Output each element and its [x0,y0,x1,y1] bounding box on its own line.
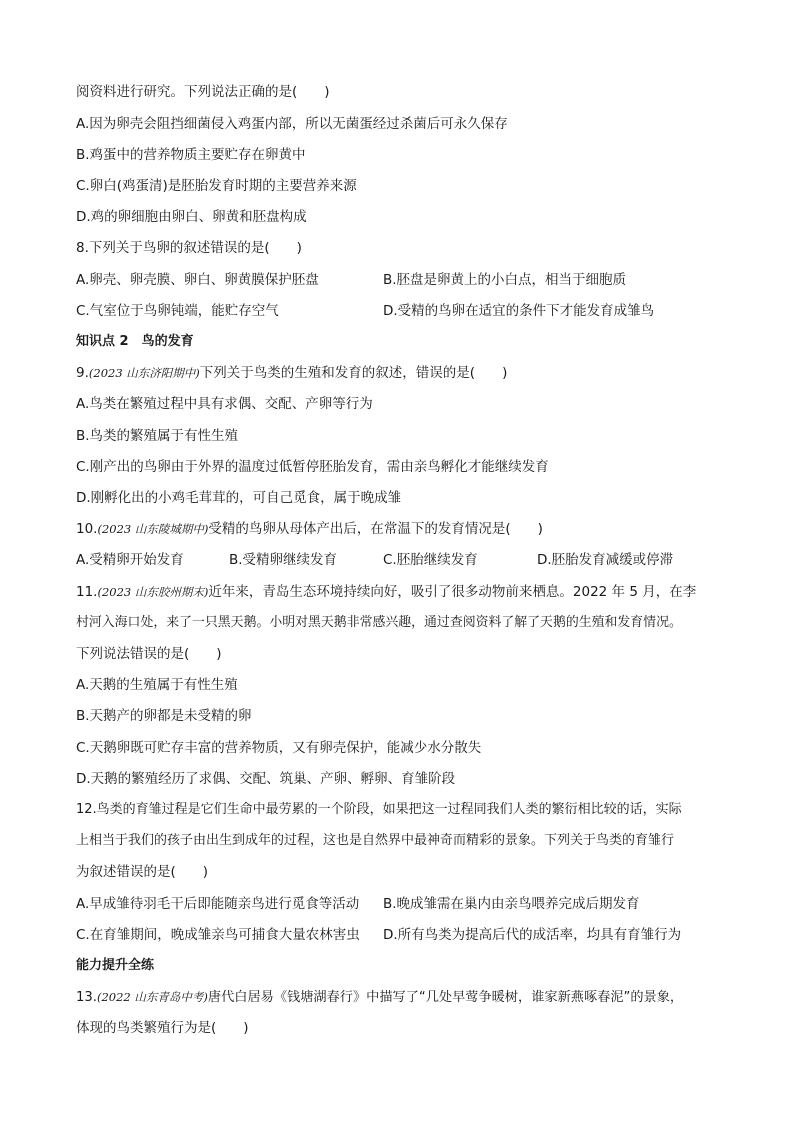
q10-stem: 受精的鸟卵从母体产出后，在常温下的发育情况是( ) [208,521,543,537]
q11-stem-line-3: 下列说法错误的是( ) [76,646,222,662]
q12-stem-line-1: 12.鸟类的育雏过程是它们生命中最劳累的一个阶段，如果把这一过程同我们人类的繁衍相比较的话，实际 [76,802,682,817]
q11-stem-line-2: 村河入海口处，来了一只黑天鹅。小明对黑天鹅非常感兴趣，通过查阅资料了解了天鹅的生殖和发育情况。 [76,615,682,630]
q13-stem-line-1 [76,987,683,1008]
q10-option-d: D.胚胎发育减缓或停滞 [537,552,674,568]
q10-option-b: B.受精卵继续发育 [229,552,338,568]
q9-option-d: D.刚孵化出的小鸡毛茸茸的，可自己觅食，属于晚成雏 [76,490,402,506]
q9-option-a: A.鸟类在繁殖过程中具有求偶、交配、产卵等行为 [76,396,373,412]
q10-number: 10. [76,521,98,537]
q9-source: (2023 山东济阳期中) [88,366,200,380]
q7-option-a: A.因为卵壳会阻挡细菌侵入鸡蛋内部，所以无菌蛋经过杀菌后可永久保存 [76,116,508,132]
q7-option-c: C.卵白(鸡蛋清)是胚胎发育时期的主要营养来源 [76,178,357,194]
q10-option-c: C.胚胎继续发育 [383,552,478,568]
q7-option-b: B.鸡蛋中的营养物质主要贮存在卵黄中 [76,147,306,163]
q11-number: 11. [76,584,98,600]
q12-option-a: A.早成雏待羽毛干后即能随亲鸟进行觅食等活动 [76,896,360,912]
q11-stem-1: 近年来，青岛生态环境持续向好，吸引了很多动物前来栖息。2022 年 5 月，在李 [208,584,697,600]
q13-source: (2022 山东青岛中考) [96,990,208,1004]
q12-option-b: B.晚成雏需在巢内由亲鸟喂养完成后期发育 [383,896,640,912]
q9-number: 9. [76,365,89,381]
q11-stem-line-1 [76,582,696,602]
q8-stem: 8.下列关于鸟卵的叙述错误的是( ) [76,240,302,256]
q13-stem-line-2: 体现的鸟类繁殖行为是( ) [76,1020,249,1036]
q12-stem-line-2: 上相当于我们的孩子由出生到成年的过程，这也是自然界中最神奇而精彩的景象。下列关于鸟类的育雏行 [76,833,675,848]
q8-option-b: B.胚盘是卵黄上的小白点，相当于细胞质 [383,272,627,288]
q10-stem-line [76,519,543,539]
q11-option-c: C.天鹅卵既可贮存丰富的营养物质，又有卵壳保护，能减少水分散失 [76,740,482,756]
q9-option-b: B.鸟类的繁殖属于有性生殖 [76,428,239,444]
q11-source: (2023 山东胶州期末) [97,585,209,599]
q10-option-a: A.受精卵开始发育 [76,552,184,568]
q12-option-d: D.所有鸟类为提高后代的成活率，均具有育雏行为 [383,927,682,943]
q9-stem: 下列关于鸟类的生殖和发育的叙述，错误的是( ) [199,365,508,381]
q11-option-b: B.天鹅产的卵都是未受精的卵 [76,708,252,724]
q10-source: (2023 山东陵城期中) [97,522,209,536]
q11-option-d: D.天鹅的繁殖经历了求偶、交配、筑巢、产卵、孵卵、育雏阶段 [76,771,456,787]
q12-option-c: C.在育雏期间，晚成雏亲鸟可捕食大量农林害虫 [76,927,360,943]
q7-option-d: D.鸡的卵细胞由卵白、卵黄和胚盘构成 [76,209,307,225]
q8-option-d: D.受精的鸟卵在适宜的条件下才能发育成雏鸟 [383,303,655,319]
section-heading-3: 能力提升全练 [76,958,155,973]
q13-number: 13. [76,990,97,1005]
q9-option-c: C.刚产出的鸟卵由于外界的温度过低暂停胚胎发育，需由亲鸟孵化才能继续发育 [76,459,549,475]
q8-option-c: C.气室位于鸟卵钝端，能贮存空气 [76,303,279,319]
q11-option-a: A.天鹅的生殖属于有性生殖 [76,677,238,693]
section-heading-2: 知识点 2 鸟的发育 [76,334,194,349]
q9-stem-line [76,363,507,383]
q13-stem-1: 唐代白居易《钱塘湖春行》中描写了“几处早莺争暖树，谁家新燕啄春泥”的景象， [207,990,684,1005]
q8-option-a: A.卵壳、卵壳膜、卵白、卵黄膜保护胚盘 [76,272,319,288]
q12-stem-line-3: 为叙述错误的是( ) [76,864,209,880]
q7-stem: 阅资料进行研究。下列说法正确的是( ) [76,84,330,100]
